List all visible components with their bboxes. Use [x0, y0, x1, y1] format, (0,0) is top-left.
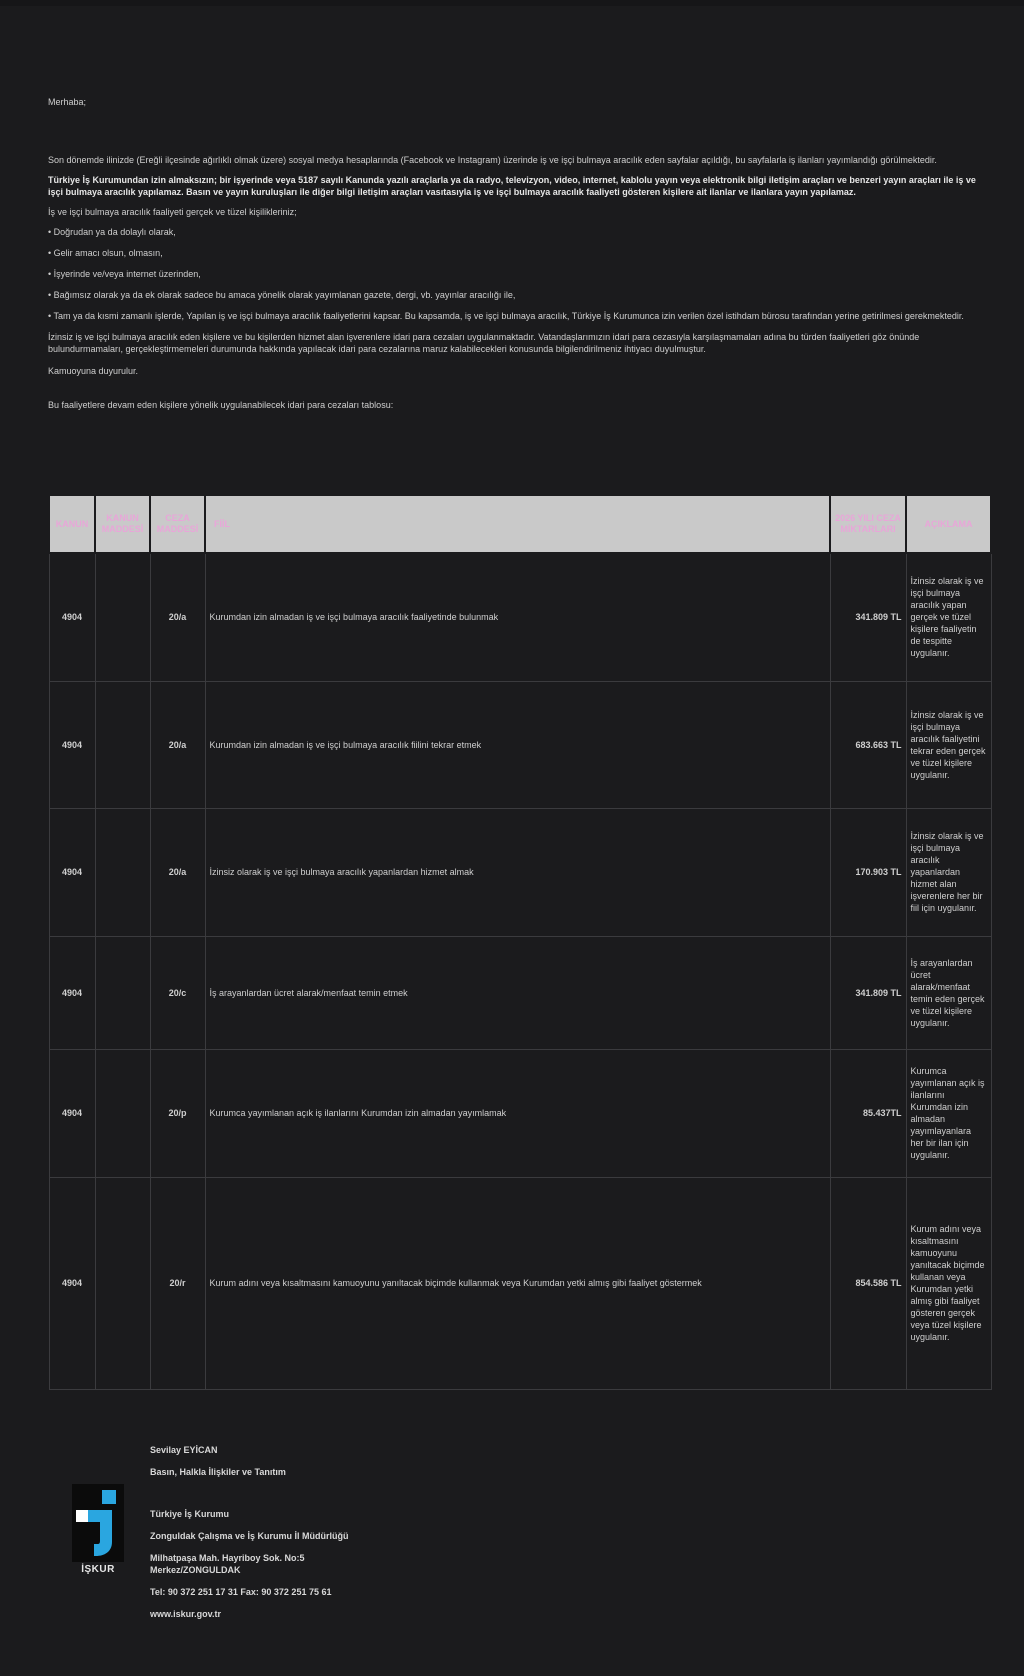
cell-kanun: 4904 — [49, 808, 95, 936]
table-row — [49, 553, 991, 681]
cell-aciklama: İzinsiz olarak iş ve işçi bulmaya aracılık faaliyetini tekrar eden gerçek ve tüzel kişilere uygulanır. — [906, 681, 991, 808]
cell-ceza-maddesi: 20/a — [150, 681, 205, 808]
bullet-item: • Tam ya da kısmi zamanlı işlerde, Yapılan iş ve işçi bulmaya aracılık faaliyetlerini kapsar. Bu kapsamda, iş ve işçi bulmaya aracılık, Türkiye İş Kurumunca izin verilen özel istihdam bürosu tarafından yerine getirilmesi gerekmektedir. — [48, 311, 964, 321]
cell-ceza-maddesi: 20/a — [150, 808, 205, 936]
cell-fiil: Kurumca yayımlanan açık iş ilanlarını Kurumdan izin almadan yayımlamak — [205, 1049, 830, 1177]
cell-ceza-miktari: 170.903 TL — [830, 808, 906, 936]
cell-ceza-maddesi: 20/c — [150, 936, 205, 1049]
header-aciklama: AÇIKLAMA — [906, 495, 991, 553]
cell-aciklama: İzinsiz olarak iş ve işçi bulmaya aracılık yapanlardan hizmet alan işverenlere her bir fiil için uygulanır. — [906, 808, 991, 936]
cell-ceza-maddesi: 20/r — [150, 1177, 205, 1389]
cell-aciklama: Kurum adını veya kısaltmasını kamuoyunu yanıltacak biçimde kullanan veya Kurumdan yetki almış gibi faaliyet gösteren gerçek veya tüzel kişilere uygulanır. — [906, 1177, 991, 1389]
cell-ceza-maddesi: 20/p — [150, 1049, 205, 1177]
website-link[interactable]: www.iskur.gov.tr — [150, 1609, 222, 1619]
cell-ceza-miktari: 341.809 TL — [830, 553, 906, 681]
bullet-item: • Doğrudan ya da dolaylı olarak, — [48, 227, 176, 237]
letter-body — [48, 96, 988, 437]
closing-line: Kamuoyuna duyurulur. — [48, 366, 139, 376]
cell-ceza-miktari: 341.809 TL — [830, 936, 906, 1049]
address-line: Merkez/ZONGULDAK — [150, 1565, 241, 1575]
table-row — [49, 1049, 991, 1177]
legal-paragraph: Türkiye İş Kurumundan izin almaksızın; bir işyerinde veya 5187 sayılı Kanunda yazılı araçlarla ya da radyo, televizyon, video, internet, kablolu yayın veya elektronik bilgi iletişim araçları ve benzeri yayın araçları ile iş ve işçi bulmaya aracılık yapılamaz. Basın ve yayın kuruluşları ile diğer bilgi iletişim araçları vasıtasıyla iş ve işçi bulmaya aracılık faaliyeti gösteren kişilere ait ilanlar ve ilanlara yayın yapılamaz. — [48, 175, 976, 197]
cell-kanun: 4904 — [49, 1049, 95, 1177]
logo-text: İŞKUR — [81, 1564, 115, 1575]
cell-kanun: 4904 — [49, 936, 95, 1049]
bullet-item: • İşyerinde ve/veya internet üzerinden, — [48, 269, 201, 279]
cell-kanun-maddesi — [95, 681, 150, 808]
cell-kanun-maddesi — [95, 1177, 150, 1389]
cell-kanun-maddesi — [95, 1049, 150, 1177]
bullet-item: • Gelir amacı olsun, olmasın, — [48, 248, 163, 258]
table-row — [49, 1177, 991, 1389]
cell-ceza-miktari: 85.437TL — [830, 1049, 906, 1177]
cell-kanun: 4904 — [49, 1177, 95, 1389]
signature-block — [150, 1444, 650, 1620]
header-kanun: KANUN — [49, 495, 95, 553]
header-ceza-maddesi: CEZA MADDESİ — [150, 495, 205, 553]
cell-fiil: Kurum adını veya kısaltmasını kamuoyunu yanıltacak biçimde kullanmak veya Kurumdan yetki almış gibi faaliyet göstermek — [205, 1177, 830, 1389]
phone-fax: Tel: 90 372 251 17 31 Fax: 90 372 251 75 61 — [150, 1587, 332, 1597]
greeting: Merhaba; — [48, 97, 87, 107]
table-intro: Bu faaliyetlere devam eden kişilere yönelik uygulanabilecek idari para cezaları tablosu: — [48, 400, 394, 410]
cell-fiil: Kurumdan izin almadan iş ve işçi bulmaya aracılık fiilini tekrar etmek — [205, 681, 830, 808]
table-row — [49, 808, 991, 936]
table-row — [49, 936, 991, 1049]
office: Zonguldak Çalışma ve İş Kurumu İl Müdürlüğü — [150, 1531, 349, 1541]
warning-paragraph: İzinsiz iş ve işçi bulmaya aracılık eden kişilere ve bu kişilerden hizmet alan işverenlere idari para cezaları uygulanmaktadır. Vatandaşlarımızın idari para cezasıyla karşılaşmamaları adına bu türden faaliyetleri göz önünde bulundurmamaları, gerçekleştirmemeleri durumunda hakkında yapılacak idari para cezalarına maruz kalabilecekleri konusunda bilgilendirilmeniz ihtiyacı duyulmuştur. — [48, 332, 920, 354]
cell-fiil: Kurumdan izin almadan iş ve işçi bulmaya aracılık faaliyetinde bulunmak — [205, 553, 830, 681]
header-kanun-maddesi: KANUN MADDESİ — [95, 495, 150, 553]
header-ceza-miktari: 2026 YILI CEZA MİKTARLARI — [830, 495, 906, 553]
cell-kanun: 4904 — [49, 681, 95, 808]
signer-title: Basın, Halkla İlişkiler ve Tanıtım — [150, 1467, 286, 1477]
penalty-table — [48, 494, 992, 1390]
iskur-logo-icon — [72, 1484, 124, 1562]
intro-paragraph: Son dönemde ilinizde (Ereğli ilçesinde ağırlıklı olmak üzere) sosyal medya hesaplarında (Facebook ve Instagram) üzerinde iş ve işçi bulmaya aracılık eden sayfalar açıldığı, bu sayfalarla iş ilanları yayımlandığı görülmektedir. — [48, 155, 937, 165]
cell-kanun-maddesi — [95, 808, 150, 936]
cell-kanun-maddesi — [95, 553, 150, 681]
cell-ceza-miktari: 854.586 TL — [830, 1177, 906, 1389]
cell-fiil: İş arayanlardan ücret alarak/menfaat temin etmek — [205, 936, 830, 1049]
cell-kanun-maddesi — [95, 936, 150, 1049]
cell-fiil: İzinsiz olarak iş ve işçi bulmaya aracılık yapanlardan hizmet almak — [205, 808, 830, 936]
address-line: Milhatpaşa Mah. Hayriboy Sok. No:5 — [150, 1553, 305, 1563]
cell-aciklama: İş arayanlardan ücret alarak/menfaat temin eden gerçek ve tüzel kişilere uygulanır. — [906, 936, 991, 1049]
scope-paragraph: İş ve işçi bulmaya aracılık faaliyeti gerçek ve tüzel kişilikleriniz; — [48, 207, 297, 217]
signer-name: Sevilay EYİCAN — [150, 1445, 218, 1455]
bullet-item: • Bağımsız olarak ya da ek olarak sadece bu amaca yönelik olarak yayımlanan gazete, dergi, vb. yayınlar aracılığı ile, — [48, 290, 516, 300]
cell-ceza-maddesi: 20/a — [150, 553, 205, 681]
cell-aciklama: İzinsiz olarak iş ve işçi bulmaya aracılık yapan gerçek ve tüzel kişilere faaliyetin de tespitte uygulanır. — [906, 553, 991, 681]
table-header-row — [49, 495, 991, 553]
header-fiil: FİİL — [205, 495, 830, 553]
organization: Türkiye İş Kurumu — [150, 1509, 230, 1519]
cell-ceza-miktari: 683.663 TL — [830, 681, 906, 808]
cell-aciklama: Kurumca yayımlanan açık iş ilanlarını Kurumdan izin almadan yayımlayanlara her bir ilan için uygulanır. — [906, 1049, 991, 1177]
iskur-logo — [72, 1484, 124, 1576]
cell-kanun: 4904 — [49, 553, 95, 681]
table-row — [49, 681, 991, 808]
top-bar — [0, 0, 1024, 6]
